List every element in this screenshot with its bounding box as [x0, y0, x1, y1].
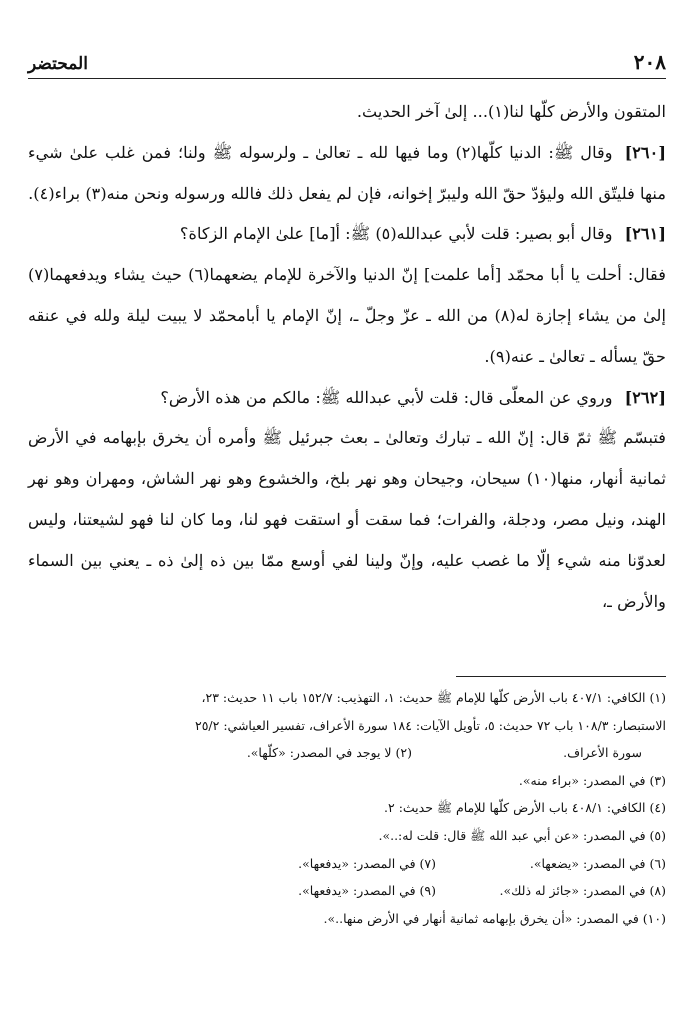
main-text — [28, 92, 666, 622]
footnote-row — [28, 739, 666, 767]
footnote-6: (٦) في المصدر: «يضعها». — [529, 855, 666, 871]
hadith-260 — [28, 133, 666, 215]
page-header — [28, 40, 666, 79]
footnote-1-line-3: سورة الأعراف. — [563, 745, 642, 761]
hadith-text: وقال أبو بصير: قلت لأبي عبدالله(٥) ﷺ: أ[ما] علىٰ الإمام الزكاة؟ — [179, 224, 613, 244]
footnote-7: (٧) في المصدر: «يدفعها». — [298, 855, 436, 871]
footnote-10: (١٠) في المصدر: «أن يخرق بإبهامه ثمانية أنهار في الأرض منها..». — [323, 910, 666, 926]
footnote-5: (٥) في المصدر: «عن أبي عبد الله ﷺ قال: قلت له:..». — [378, 827, 666, 843]
hadith-261-answer: فقال: أحلت يا أبا محمّد [أما علمت] إنّ الدنيا والآخرة للإمام يضعهما(٦) حيث يشاء ويدفعهما(٧) إلىٰ من يشاء إجازة له(٨) من الله ـ عزّ وجلّ ـ، إنّ الإمام يا أبامحمّد لا يبيت ليلة ولله في عنقه حقّ يسأله ـ تعالىٰ ـ عنه(٩). — [28, 265, 666, 366]
page-number: ٢٠٨ — [633, 50, 666, 74]
hadith-number: [٢٦١] — [624, 224, 666, 244]
hadith-text: وقال ﷺ: الدنيا كلّها(٢) وما فيها لله ـ تعالىٰ ـ ولرسوله ﷺ ولنا؛ فمن غلب علىٰ شيء منها فليتّق الله وليؤدّ حقّ الله وليبرّ إخوانه، فإن لم يفعل ذلك فالله ورسوله ونحن منه(٣) براء(٤). — [28, 142, 666, 203]
hadith-number: [٢٦٢] — [624, 387, 666, 407]
hadith-262 — [28, 378, 666, 419]
footnote-row — [28, 850, 666, 878]
hadith-number: [٢٦٠] — [624, 142, 666, 162]
footnote-1-line-2: الاستبصار: ١٠٨/٣ باب ٧٢ حديث: ٥، تأويل الآيات: ١٨٤ سورة الأعراف، تفسير العياشي: ٢٥/٢ — [195, 717, 666, 733]
hadith-text: وروي عن المعلّى قال: قلت لأبي عبدالله ﷺ: مالكم من هذه الأرض؟ — [160, 387, 613, 407]
continuation-paragraph: المتقون والأرض كلّها لنا(١)... إلىٰ آخر الحديث. — [356, 102, 666, 121]
footnote-2: (٢) لا يوجد في المصدر: «كلّها». — [246, 745, 412, 761]
footnote-9: (٩) في المصدر: «يدفعها». — [298, 883, 436, 899]
hadith-262-answer: فتبسّم ﷺ ثمّ قال: إنّ الله ـ تبارك وتعالىٰ ـ بعث جبرئيل ﷺ وأمره أن يخرق بإبهامه في الأرض ثمانية أنهار، منها(١٠) سيحان، وجيحان وهو نهر بلخ، والخشوع وهو نهر الشاش، ومهران وهو نهر الهند، ونيل مصر، ودجلة، والفرات؛ فما سقت أو استقت فهو لنا، وما كان لنا فهو لشيعتنا، وليس لعدوّنا منه شيء إلّا ما غصب عليه، وإنّ ولينا لفي أوسع ممّا بين ذه إلىٰ ذه ـ يعني بين السماء والأرض ـ، — [28, 428, 667, 611]
hadith-261 — [28, 214, 666, 255]
footnote-1-line-1: (١) الكافي: ٤٠٧/١ باب الأرض كلّها للإمام ﷺ حديث: ١، التهذيب: ١٥٢/٧ باب ١١ حديث: ٢٣، — [201, 690, 666, 705]
footnotes — [28, 684, 666, 932]
running-title: المحتضر — [28, 54, 88, 74]
footnote-3: (٣) في المصدر: «براء منه». — [518, 772, 666, 788]
footnote-row — [28, 877, 666, 905]
footnote-8: (٨) في المصدر: «جائز له ذلك». — [499, 883, 666, 899]
footnote-divider — [456, 676, 666, 677]
footnote-4: (٤) الكافي: ٤٠٨/١ باب الأرض كلّها للإمام ﷺ حديث: ٢. — [384, 800, 666, 816]
